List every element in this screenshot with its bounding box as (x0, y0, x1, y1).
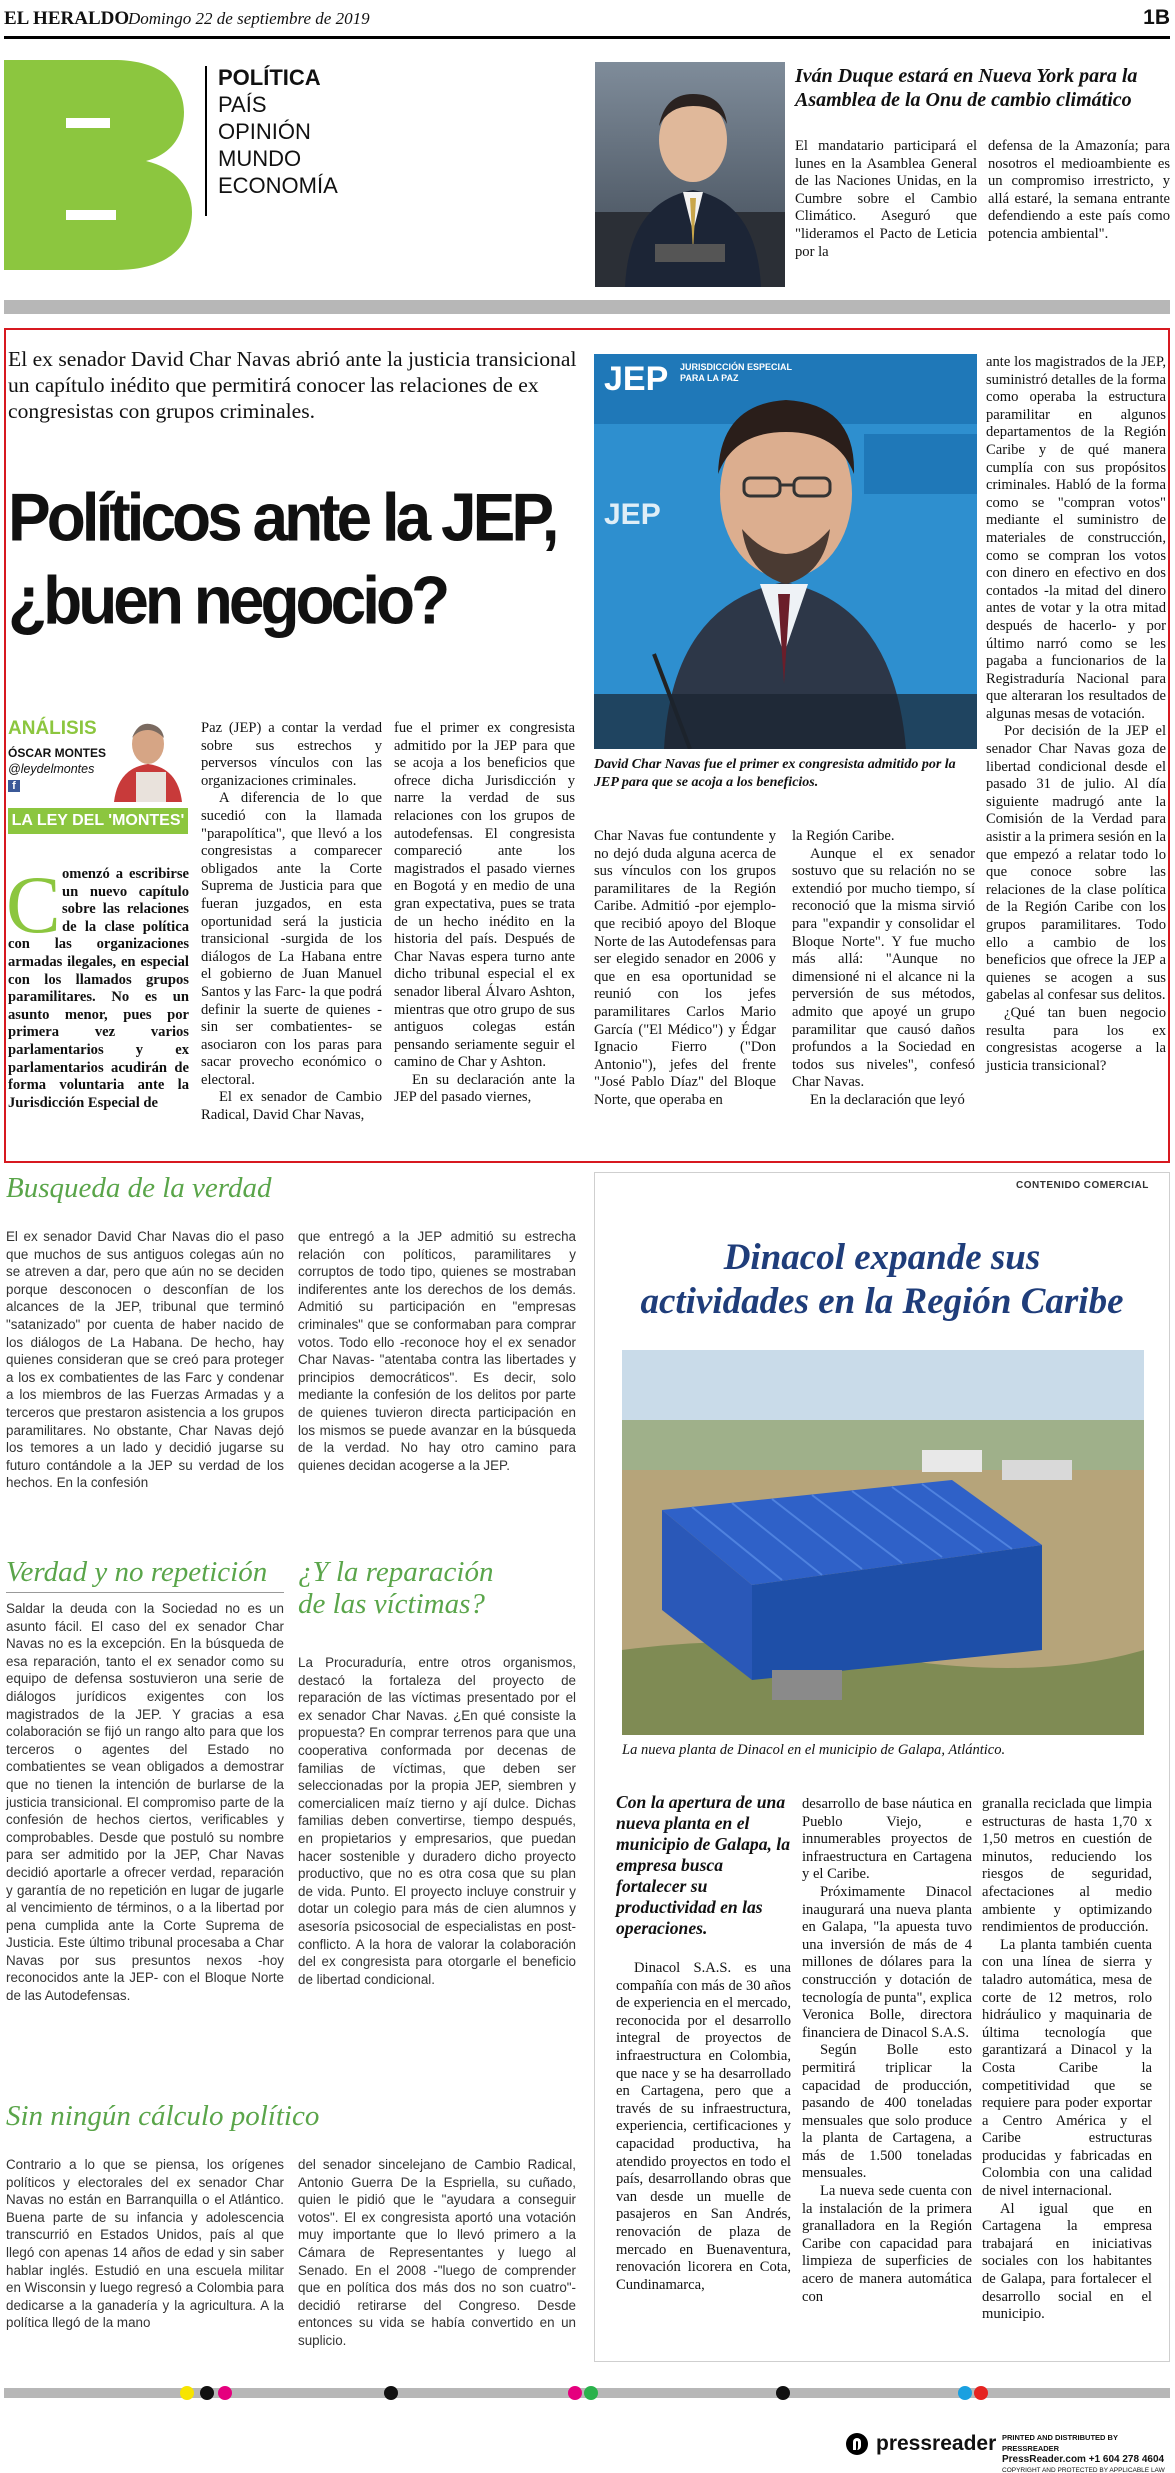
pressreader-logo (846, 2432, 996, 2462)
main-col2-p2: A diferencia de lo que sucedió con la llamada "parapolítica", que llevó a los congresistas a comparecer obligados ante la Corte Suprema de Justicia para que fueran juzgados, en esta oportunidad será la justicia transicional -surgida de los diálogos de La Habana entre el gobierno de Juan Manuel Santos y las Farc- la que podrá definir la suerte de quienes -sin ser combatientes- se asociaron con los paras para sacar provecho económico o electoral. (201, 790, 382, 1088)
ad-title (594, 1236, 1170, 1324)
heading-reparacion-l1: ¿Y la reparación (298, 1556, 494, 1588)
ad-col2-p2: Próximamente Dinacol inaugurará una nueva planta en Galapa, "la apuesta tuvo una inversión de más de 4 millones de dólares para la construcción y dotación de tecnología de punta", explica Veronica Bolle, directora financiera de Dinacol S.A.S. (802, 1883, 972, 2041)
section-item-pais[interactable]: PAÍS (218, 92, 267, 117)
register-dot-black (200, 2386, 214, 2400)
facebook-icon[interactable]: f (8, 780, 20, 792)
analysis-label: ANÁLISIS (8, 718, 97, 739)
paper-name: EL HERALDO (4, 8, 130, 29)
author-name: ÓSCAR MONTES (8, 746, 107, 760)
main-col4 (594, 828, 776, 1110)
ad-col1-p1: Dinacol S.A.S. es una compañía con más de 30 años de experiencia en el mercado, reconocida por el desarrollo integral de proyectos de infraestructura en Colombia, que nace y se ha desarrollado en Cartagena, pero que a través de su infraestructura, experiencia, certificaciones y capacidad productiva, ha atendido proyectos en todo el país, desarrollando obras que van desde un muelle de pasajeros en San Andrés, renovación de plaza de mercado en Buenaventura, renovación licorera en Cota, Cundinamarca, (616, 1960, 791, 2293)
busqueda-right: que entregó a la JEP admitió su estrecha relación con políticos, paramilitares y corruptos de todo tipo, quienes se mostraban indiferentes ante los derechos de los demás. Admitió su participación en "empresas criminales" que se conformaban para comprar votos. Todo ello -reconoce hoy el ex senador Char Navas- "atentaba contra las libertades y principios democráticos". Es decir, solo mediante la confesión de los delitos por parte de quienes tuvieron directa participación en los mismos se puede avanzar en la búsqueda de la verdad. No hay otro camino para quienes decidan acogerse a la JEP. (298, 1229, 576, 1473)
ad-title-l2: actividades en la Región Caribe (640, 1281, 1124, 1322)
headline-line1: Políticos ante la JEP, (8, 479, 556, 556)
pressreader-wordmark: pressreader (876, 2432, 997, 2455)
main-col5-p2: Aunque el ex senador sostuvo que su relación no se extendió por mucho tiempo, sí reconoció que la misma sirvió para "expandir y consolidar el Bloque Norte". Y fue mucho más allá: "Aunque no dimensioné ni el alcance ni la perversión de sus métodos, admito que apoyé un grupo paramilitar que causó daños profundos a la Sociedad en todos sus niveles", confesó Char Navas. (792, 845, 975, 1091)
pressreader-icon (846, 2433, 868, 2455)
heading-verdad: Verdad y no repetición (6, 1556, 268, 1588)
main-col2-p3: El ex senador de Cambio Radical, David Char Navas, (201, 1089, 382, 1124)
footer-credits (1002, 2432, 1170, 2473)
ad-col3-p2: La planta también cuenta con una línea de sierra y taladro automática, mesa de corte de 12 metros, rolo hidráulico y maquinaria de última tecnología que garantizará a Dinacol y la Costa Caribe la competitividad que se requiere para poder exportar a Centro América y el Caribe estructuras producidas y fabricadas en Colombia con una calidad de nivel internacional. (982, 1936, 1152, 2200)
main-col5 (792, 828, 975, 1110)
section-list (218, 64, 338, 199)
section-item-economia[interactable]: ECONOMÍA (218, 173, 338, 198)
main-col4-p1: Char Navas fue contundente y no dejó duda alguna acerca de sus vínculos con los grupos paramilitares de la Región Caribe. Admitió -por ejemplo- que recibió apoyo del Bloque Norte de las Autodefensas para ser elegido senador en 2006 y que en esa oportunidad se reunió con los jefes paramilitares Carlos Mario García ("El Médico") y Édgar Ignacio Fierro ("Don Antonio"), jefes del frente "José Pablo Díaz" del Bloque Norte, que operaba en (594, 828, 776, 1108)
main-col3-p2: En su declaración ante la JEP del pasado viernes, (394, 1071, 575, 1106)
svg-text:JEP: JEP (604, 360, 669, 398)
calculo-right: del senador sincelejano de Cambio Radical, Antonio Guerra De la Espriella, su cuñado, quien le pidió que le "ayudara a conseguir votos". El ex congresista aportó una votación muy importante que lo llevó primero a la Cámara de Representantes y luego al Senado. En el 2008 -"luego de comprender que en política dos más dos no son cuatro"- decidió retirarse del Congreso. Desde entonces su vida se había convertido en un suplicio. (298, 2157, 576, 2348)
section-item-politica[interactable]: POLÍTICA (218, 65, 321, 90)
main-col5-p3: En la declaración que leyó (810, 1091, 965, 1108)
author-photo (108, 716, 186, 802)
register-dot-green (584, 2386, 598, 2400)
top-story-title[interactable]: Iván Duque estará en Nueva York para la Asamblea de la Onu de cambio climático (795, 65, 1138, 111)
main-headline (8, 476, 588, 641)
section-divider (205, 66, 207, 216)
heading-busqueda: Busqueda de la verdad (6, 1172, 272, 1204)
top-story-col2: defensa de la Amazonía; para nosotros el medioambiente es un compromiso irrestricto, y allá estaré, la semana entrante defendiendo a este país como potencia ambiental". (988, 138, 1170, 242)
heading-reparacion-l2: de las víctimas? (298, 1588, 485, 1620)
register-dot-black-2 (384, 2386, 398, 2400)
main-deck: El ex senador David Char Navas abrió ante la justicia transicional un capítulo inédito que permitirá conocer las relaciones de ex congresistas con grupos criminales. (8, 347, 577, 423)
svg-text:JEP: JEP (604, 498, 661, 531)
register-dot-magenta (218, 2386, 232, 2400)
ad-col2-p4: La nueva sede cuenta con la instalación de la primera granalladora en la Región Caribe con capacidad para limpieza de superficies de acero de manera automática con (802, 2183, 972, 2305)
column-name-badge: LA LEY DEL 'MONTES' (8, 808, 188, 834)
footer-line2[interactable]: PressReader.com +1 604 278 4604 (1002, 2454, 1165, 2465)
header-rule (4, 36, 1170, 39)
main-col1 (6, 859, 189, 1112)
verdad-rule (6, 1592, 284, 1593)
ad-tag: CONTENIDO COMERCIAL (1016, 1180, 1149, 1191)
header-date: Domingo 22 de septiembre de 2019 (128, 9, 370, 28)
ad-lead: Con la apertura de una nueva planta en el municipio de Galapa, la empresa busca fortalecer su productividad en las operaciones. (616, 1792, 790, 1938)
ad-title-l1: Dinacol expande sus (723, 1237, 1041, 1278)
verdad-body: Saldar la deuda con la Sociedad no es un asunto fácil. El caso del ex senador Char Navas no es la excepción. En la búsqueda de esa reparación, tanto el ex senador como su equipo de defensa sostuvieron una serie de diálogos jurídicos exigentes con los magistrados de la JEP. Y gracias a esa colaboración se fijó un rango alto para que los terceros o agentes del Estado no combatientes se vean obligados a demostrar que no tienen la intención de burlarse de la justicia transicional. El compromiso parte de la confesión de hechos ciertos, verificables y comprobables. Desde que postuló su nombre para ser admitido por la JEP, Char Navas decidió aportarle a ofrecer verdad, reparación y garantía de no repetición en lugar de jugarle al vencimiento de términos, o a la libertad por pena cumplida ante la Corte Suprema de Justicia. Este último tribunal procesaba a Char Navas por sus presuntos nexos -hoy reconocidos ante la JEP- con el Bloque Norte de las Autodefensas. (6, 1601, 284, 2004)
heading-calculo: Sin ningún cálculo político (6, 2100, 320, 2132)
main-col6 (986, 354, 1166, 1075)
heading-reparacion (298, 1556, 493, 1620)
section-item-opinion[interactable]: OPINIÓN (218, 119, 311, 144)
section-item-mundo[interactable]: MUNDO (218, 146, 302, 171)
register-dot-red (974, 2386, 988, 2400)
main-col6-p2: Por decisión de la JEP el senador Char Navas goza de libertad condicional desde el pasado 31 de julio. Al día siguiente madrugó ante la Comisión de la Verdad para asistir a la primera sesión en la que empezó a relatar todo lo que conoce sobre las relaciones de la clase política de la Región Caribe con los grupos paramilitares. Todo ello a cambio de los beneficios que ofrece la JEP a quienes se acogen a sus gabelas al confesar sus delitos. (986, 723, 1166, 1004)
register-dot-yellow (180, 2386, 194, 2400)
top-story-col1: El mandatario participará el lunes en la Asamblea General de las Naciones Unidas, en la Cumbre sobre el Cambio Climático. Aseguró que "lideramos el Pacto de Leticia por la (795, 138, 977, 260)
main-col6-p1: ante los magistrados de la JEP, suministró detalles de la forma como operaba la estructura paramilitar en algunos departamentos de la Región Caribe y de qué manera cumplía con sus propósitos criminales. Habló de la forma como se "compran votos" mediante el suministro de materiales de construcción, como se compran los votos con dinero en efectivo en dos contados -la mitad del dinero antes de votar y la otra mitad después de hacerlo- y por último narró como se les pagaba a funcionarios de la Registraduría Nacional para que alteraran los resultados de algunas mesas de votación. (986, 354, 1166, 722)
footer-line1: PRINTED AND DISTRIBUTED BY PRESSREADER (1002, 2433, 1118, 2453)
register-dot-blue (958, 2386, 972, 2400)
main-col2-p1: Paz (JEP) a contar la verdad sobre sus estrechos y perversos vínculos con las organizaciones criminales. (201, 720, 382, 789)
photo-banner: JURISDICCIÓN ESPECIAL PARA LA PAZ (680, 362, 792, 383)
photo-caption: David Char Navas fue el primer ex congresista admitido por la JEP para que se acoja a los beneficios. (594, 757, 956, 790)
main-col2 (201, 720, 382, 1125)
headline-line2: ¿buen negocio? (8, 561, 447, 639)
reparacion-body: La Procuraduría, entre otros organismos, destacó la fortaleza del proyecto de reparación de las víctimas presentado por el ex senador Char Navas. ¿En qué consiste la propuesta? En comprar terrenos para que una cooperativa conformada por decenas de familias de víctimas, que deben ser seleccionadas por la propia JEP, siembren y comercialicen maíz tierno y ají dulce. Dichas familias deben convertirse, tiempo después, en propietarios y empresarios, que puedan hacer sostenible y duradero dicho proyecto productivo, que no es otra cosa que su plan de vida. Punto. El proyecto incluye construir y dotar un colegio para más de cien alumnos y asesoría psicosocial de especialistas en post-conflicto. A la hora de valorar la colaboración del ex congresista para otorgarle el beneficio de libertad condicional. (298, 1655, 576, 1987)
ad-col3-p3: Al igual que en Cartagena la empresa trabajará en iniciativas sociales con los habitantes de Galapa, para fortalecer el desarrollo social en el municipio. (982, 2200, 1152, 2323)
drop-cap: C (6, 859, 61, 950)
ad-col2-p3: Según Bolle esto permitirá triplicar la capacidad de producción, pasando de 400 toneladas mensuales que solo produce la planta de Cartagena, a más de 1.500 toneladas mensuales. (802, 2042, 972, 2182)
main-col6-p3: ¿Qué tan buen negocio resulta para los ex congresistas acogerse a la justicia transicional? (986, 1004, 1166, 1074)
ad-col3-p1: granalla reciclada que limpia estructuras de hasta 1,70 x 1,50 metros en cuestión de minutos, reduciendo los riesgos de seguridad, afectaciones al medio ambiente y optimizando rendimientos de producción. (982, 1796, 1152, 1936)
page-number: 1B (1143, 6, 1170, 29)
calculo-left: Contrario a lo que se piensa, los orígenes políticos y electorales del ex senador Char Navas no están en Barranquilla o el Atlántico. Buena parte de su infancia y adolescencia transcurrió en Estados Unidos, país al que llegó con apenas 14 años de edad y sin saber hablar inglés. Estudió en una escuela militar en Wisconsin y luego regresó a Colombia para dedicarse a la ganadería y la agricultura. A la política llegó de la mano (6, 2157, 284, 2331)
ad-col3 (982, 1796, 1152, 2324)
section-letter (4, 60, 194, 270)
footer-line3: COPYRIGHT AND PROTECTED BY APPLICABLE LAW (1002, 2467, 1165, 2473)
ad-col2 (802, 1796, 972, 2306)
main-col1-text: omenzó a escribirse un nuevo capítulo sobre las relaciones de la clase política con las organizaciones armadas ilegales, en especial con los llamados grupos paramilitares. No es un asunto menor, pues por primera vez varios parlamentarios y ex parlamentarios acudirán de forma voluntaria ante la Jurisdicción Especial de (8, 866, 189, 1111)
register-dot-magenta-2 (568, 2386, 582, 2400)
page-header (4, 6, 1170, 36)
plant-photo (622, 1350, 1144, 1735)
separator-bar (4, 300, 1170, 314)
ad-caption: La nueva planta de Dinacol en el municipio de Galapa, Atlántico. (622, 1742, 1006, 1758)
busqueda-left: El ex senador David Char Navas dio el paso que muchos de sus antiguos colegas aún no se atreven a dar, pero que aún no se deciden porque desconocen o desconfían de los alcances de la JEP, tribunal que terminó "satanizado" por cuenta de haber nacido de los diálogos de La Habana. De hecho, hay quienes consideran que se creó para proteger a los ex combatientes de las Farc y condenar a los miembros de las Fuerzas Armadas y a terceros que prestaron asistencia a los grupos paramilitares. No obstante, Char Navas dejó los temores a un lado y decidió jugarse su futuro contándole a la JEP su verdad de los hechos. En la confesión (6, 1229, 284, 1491)
main-col5-p1: la Región Caribe. (792, 828, 895, 844)
main-col3 (394, 720, 575, 1107)
duque-photo (595, 62, 785, 287)
char-navas-photo (594, 354, 977, 749)
ad-col2-p1: desarrollo de base náutica en Pueblo Viejo, e innumerables proyectos de infraestructura en Cartagena y el Caribe. (802, 1796, 972, 1883)
register-dot-black-3 (776, 2386, 790, 2400)
ad-col1 (616, 1960, 791, 2294)
author-handle[interactable]: @leydelmontes (8, 762, 95, 776)
main-col3-p1: fue el primer ex congresista admitido por la JEP para que se acoja a los beneficios que ofrece dicha Jurisdicción y narre la verdad de sus relaciones con los grupos de autodefensas. El congresista compareció ante los magistrados el pasado viernes en Bogotá y en medio de una gran expectativa, pues se trata de un hecho inédito en la historia del país. Después de Char Navas espera turno ante dicho tribunal especial el ex senador liberal Álvaro Ashton, mientras que otro grupo de sus antiguos colegas están pensando seriamente seguir el camino de Char y Ashton. (394, 720, 575, 1071)
